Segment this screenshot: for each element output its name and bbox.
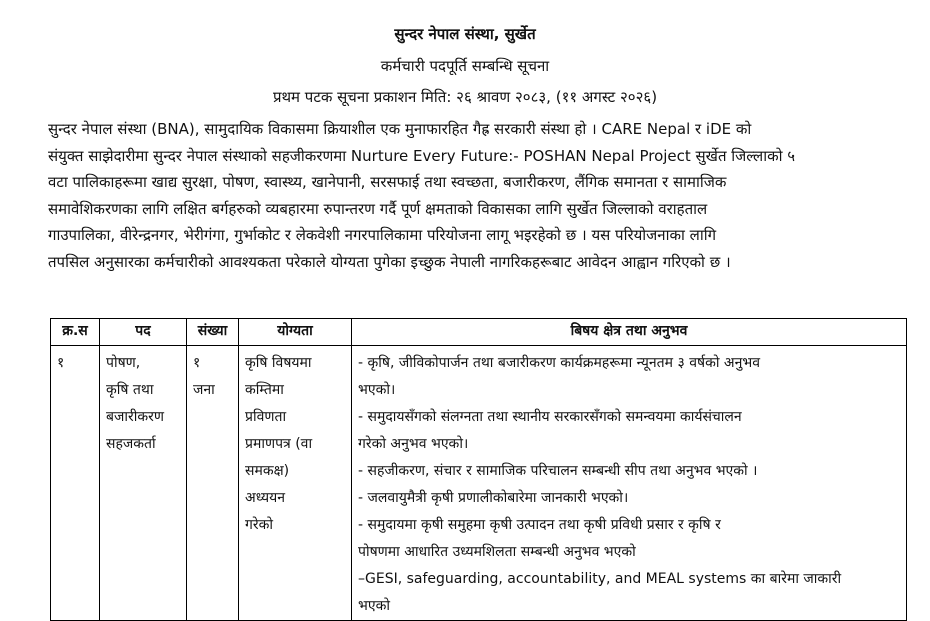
cell-count	[187, 346, 239, 621]
experience-line: पोषणमा आधारित उध्यमशिलता सम्बन्धी अनुभव भएको	[358, 544, 636, 560]
experience-line: गरेको अनुभव भएको।	[358, 436, 469, 452]
experience-line: –GESI, safeguarding, accountability, and MEAL systems का बारेमा जाकारी	[358, 571, 842, 587]
cell-qualification	[239, 346, 352, 621]
intro-paragraph	[48, 116, 894, 276]
qualification-line: प्रविणता	[245, 409, 287, 425]
experience-line: भएको।	[358, 382, 396, 398]
cell-serial: १	[51, 346, 100, 621]
intro-line: सुन्दर नेपाल संस्था (BNA), सामुदायिक विकासमा क्रियाशील एक मुनाफारहित गैह्र सरकारी संस्था हो । CARE Nepal र iDE को	[48, 120, 752, 138]
post-line: सहजकर्ता	[106, 436, 156, 452]
publication-date-line: प्रथम पटक सूचना प्रकाशन मिति: २६ श्रावण २०८३, (११ अगस्ट २०२६)	[272, 88, 658, 106]
header-qualification: योग्यता	[239, 319, 352, 346]
vacancy-table	[50, 318, 907, 621]
count-line: जना	[193, 382, 215, 398]
qualification-line: समकक्ष)	[245, 463, 290, 479]
experience-line: - सहजीकरण, संचार र सामाजिक परिचालन सम्बन्धी सीप तथा अनुभव भएको ।	[358, 463, 758, 479]
header-post: पद	[100, 319, 187, 346]
qualification-line: गरेको	[245, 517, 273, 533]
experience-line: - कृषि, जीविकोपार्जन तथा बजारीकरण कार्यक्रमहरूमा न्यूनतम ३ वर्षको अनुभव	[358, 355, 761, 371]
table-header-row	[51, 319, 907, 346]
experience-line: - समुदायमा कृषी समुहमा कृषी उत्पादन तथा कृषी प्रविधी प्रसार र कृषि र	[358, 517, 721, 533]
intro-line: संयुक्त साझेदारीमा सुन्दर नेपाल संस्थाको सहजीकरणमा Nurture Every Future:- POSHAN Nepal Project सुर्खेत जिल्लाको ५	[48, 146, 796, 165]
experience-line: - समुदायसँगको संलग्नता तथा स्थानीय सरकारसँगको समन्वयमा कार्यसंचालन	[358, 409, 742, 425]
experience-line: - जलवायुमैत्री कृषी प्रणालीकोबारेमा जानकारी भएको।	[358, 490, 629, 506]
intro-line: तपसिल अनुसारका कर्मचारीको आवश्यकता परेकाले योग्यता पुगेका इच्छुक नेपाली नागरिकहरूबाट आवेदन आह्वान गरिएको छ ।	[48, 252, 731, 271]
header-count: संख्या	[187, 319, 239, 346]
header-serial: क्र.स	[51, 319, 100, 346]
header-experience: बिषय क्षेत्र तथा अनुभव	[352, 319, 907, 346]
intro-line: समावेशिकरणका लागि लक्षित बर्गहरुको व्यबहारमा रुपान्तरण गर्दै पूर्ण क्षमताको विकासका लागि सुर्खेत जिल्लाको वराहताल	[48, 199, 708, 218]
notice-subtitle: कर्मचारी पदपूर्ति सम्बन्धि सूचना	[380, 57, 550, 75]
post-line: कृषि तथा	[106, 382, 154, 398]
post-line: बजारीकरण	[106, 409, 164, 425]
intro-line: गाउपालिका, वीरेन्द्रनगर, भेरीगंगा, गुर्भाकोट र लेकवेशी नगरपालिकामा परियोजना लागू भइरहेको छ । यस परियोजनाका लागि	[48, 226, 717, 245]
qualification-line: कम्तिमा	[245, 382, 284, 398]
cell-post	[100, 346, 187, 621]
experience-line: भएको	[358, 598, 390, 614]
table-row	[51, 346, 907, 621]
qualification-line: अध्ययन	[245, 490, 285, 506]
qualification-line: प्रमाणपत्र (वा	[245, 436, 313, 452]
count-line: १	[193, 355, 201, 371]
post-line: पोषण,	[106, 355, 141, 371]
cell-experience	[352, 346, 907, 621]
organization-title: सुन्दर नेपाल संस्था, सुर्खेत	[394, 25, 536, 43]
qualification-line: कृषि विषयमा	[245, 355, 312, 371]
intro-line: वटा पालिकाहरूमा खाद्य सुरक्षा, पोषण, स्वास्थ्य, खानेपानी, सरसफाई तथा स्वच्छता, बजारीकरण, लैंगिक समानता र सामाजिक	[48, 173, 727, 192]
